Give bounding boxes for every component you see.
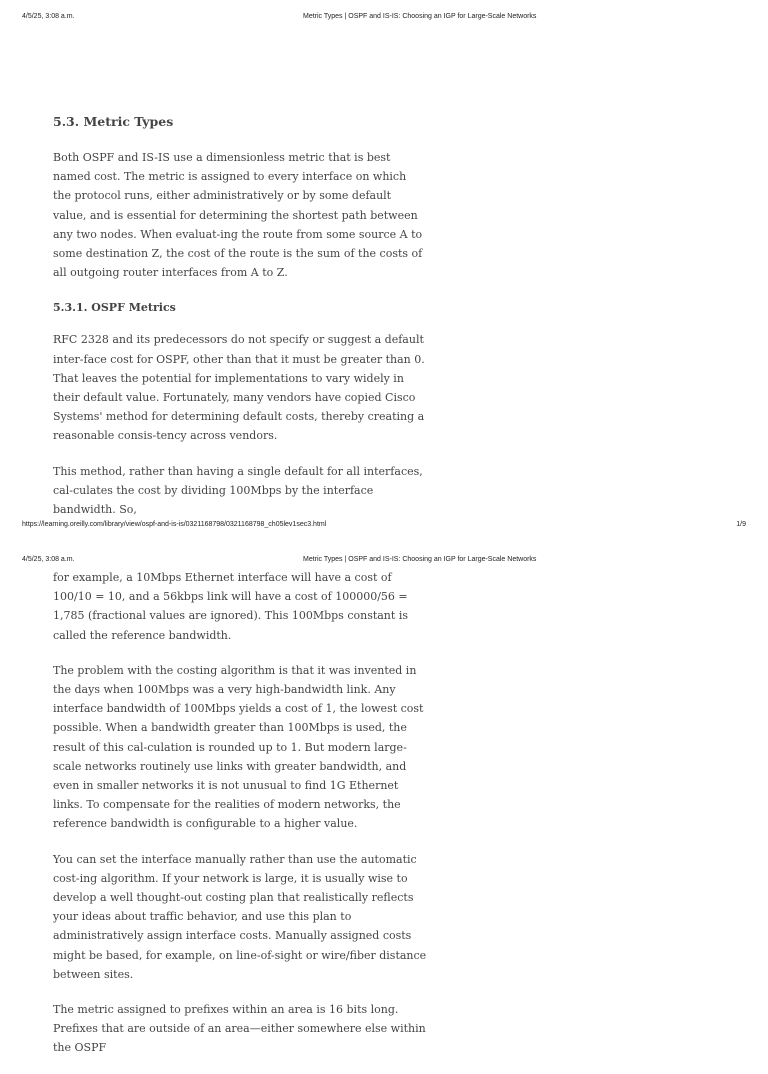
page-2 <box>0 568 768 1055</box>
page-header-title: Metric Types | OSPF and IS-IS: Choosing an IGP for Large-Scale Networks <box>303 13 537 20</box>
paragraph: The metric assigned to prefixes within an area is 16 bits long. Prefixes that are outside of an area—either somewhere else within the OSPF <box>53 1003 426 1055</box>
page-header-title: Metric Types | OSPF and IS-IS: Choosing an IGP for Large-Scale Networks <box>303 556 537 563</box>
paragraph: RFC 2328 and its predecessors do not specify or suggest a default inter-face cost for OSPF, other than that it must be greater than 0. That leaves the potential for implementations to vary widely in their default value. Fortunately, many vendors have copied Cisco Systems' method for determining default costs, thereby creating a reasonable consis-tency across vendors. <box>53 333 425 443</box>
page-1-content <box>53 112 427 535</box>
paragraph: This method, rather than having a single default for all interfaces, cal-culates the cost by dividing 100Mbps by the interface bandwidth. So, <box>53 464 423 517</box>
section-intro-paragraph: Both OSPF and IS-IS use a dimensionless metric that is best named cost. The metric is assigned to every interface on which the protocol runs, either administratively or by some default value, and is essential for determining the shortest path between any two nodes. When evaluat-ing the route from some source A to some destination Z, the cost of the route is the sum of the costs of all outgoing router interfaces from A to Z. <box>53 151 423 280</box>
page-footer-number: 1/9 <box>736 521 746 528</box>
page-1 <box>0 0 768 517</box>
paragraph: for example, a 10Mbps Ethernet interface will have a cost of 100/10 = 10, and a 56kbps link will have a cost of 100000/56 = 1,785 (fractional values are ignored). This 100Mbps constant is called the reference bandwidth. <box>53 571 408 642</box>
page-footer-url[interactable]: https://learning.oreilly.com/library/view/ospf-and-is-is/0321168798/0321168798_ch05lev1sec3.html <box>22 521 327 528</box>
page-header-date: 4/5/25, 3:08 a.m. <box>22 556 75 563</box>
subsection-title: 5.3.1. OSPF Metrics <box>53 301 176 315</box>
paragraph: You can set the interface manually rather than use the automatic cost-ing algorithm. If your network is large, it is usually wise to develop a well thought-out costing plan that realistically reflects your ideas about traffic behavior, and use this plan to administratively assign interface costs. Manually assigned costs might be based, for example, on line-of-sight or wire/fiber distance between sites. <box>53 852 427 981</box>
page-header-date: 4/5/25, 3:08 a.m. <box>22 13 75 20</box>
paragraph: The problem with the costing algorithm is that it was invented in the days when 100Mbps was a very high-bandwidth link. Any interface bandwidth of 100Mbps yields a cost of 1, the lowest cost possible. When a bandwidth greater than 100Mbps is used, the result of this cal-culation is rounded up to 1. But modern large-scale networks routinely use links with greater bandwidth, and even in smaller networks it is not unusual to find 1G Ethernet links. To compensate for the realities of modern networks, the reference bandwidth is configurable to a higher value. <box>53 663 424 831</box>
section-title: 5.3. Metric Types <box>53 114 174 129</box>
page-2-content <box>53 568 427 1074</box>
